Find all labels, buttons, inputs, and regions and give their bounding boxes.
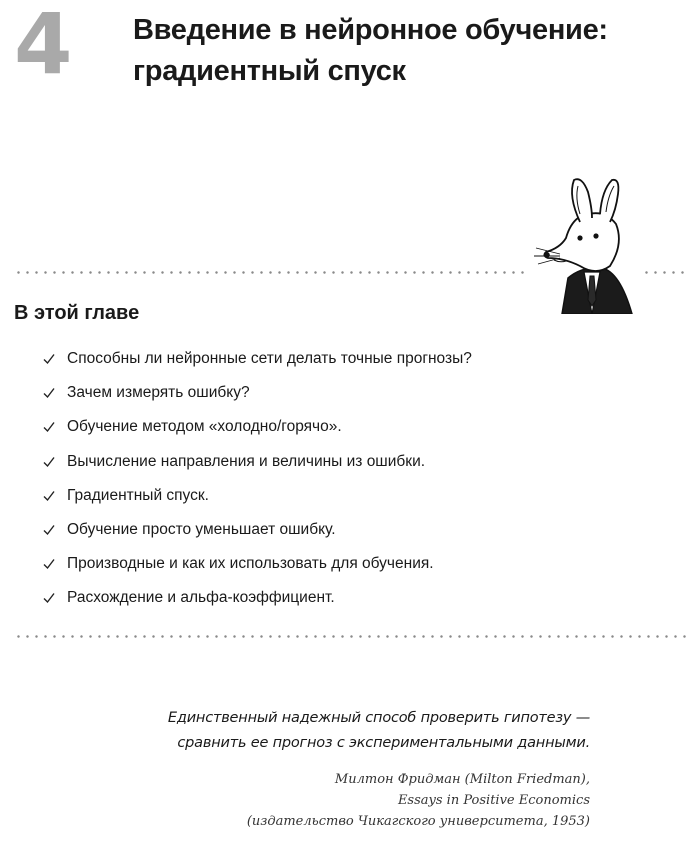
- check-icon: [42, 455, 56, 469]
- topic-text: Градиентный спуск.: [67, 486, 209, 504]
- check-icon: [42, 523, 56, 537]
- check-icon: [42, 420, 56, 434]
- topic-item: [42, 547, 472, 581]
- topic-text: Производные и как их использовать для обучения.: [67, 555, 434, 573]
- topic-item: [42, 581, 472, 615]
- epigraph-quote-line-1: Единственный надежный способ проверить гипотезу —: [167, 710, 590, 726]
- check-icon: [42, 386, 56, 400]
- section-heading: В этой главе: [14, 302, 140, 324]
- dotted-divider-top-right: [642, 271, 687, 274]
- check-icon: [42, 489, 56, 503]
- chapter-title: [133, 10, 673, 92]
- topic-item: [42, 445, 472, 479]
- topic-item: [42, 376, 472, 410]
- topic-item: [42, 342, 472, 376]
- dotted-divider-top: [14, 271, 524, 274]
- topic-text: Вычисление направления и величины из ошибки.: [67, 452, 426, 470]
- check-icon: [42, 557, 56, 571]
- epigraph-author: Милтон Фридман (Milton Friedman),: [334, 772, 590, 787]
- dotted-divider-bottom: [14, 635, 687, 638]
- check-icon: [42, 591, 56, 605]
- chapter-title-line-2: градиентный спуск: [133, 55, 406, 87]
- chapter-number: 4: [14, 0, 73, 93]
- chapter-title-line-1: Введение в нейронное обучение:: [133, 14, 608, 46]
- check-icon: [42, 352, 56, 366]
- mouse-in-suit-illustration: [520, 172, 640, 314]
- epigraph-quote-line-2: сравнить ее прогноз с экспериментальными данными.: [177, 735, 590, 751]
- epigraph-attribution: [100, 769, 590, 832]
- topic-text: Расхождение и альфа-коэффициент.: [67, 589, 335, 607]
- topic-text: Способны ли нейронные сети делать точные прогнозы?: [67, 350, 472, 368]
- epigraph-publisher: (издательство Чикагского университета, 1953): [246, 814, 590, 829]
- topic-text: Зачем измерять ошибку?: [67, 384, 250, 402]
- epigraph: [100, 706, 590, 832]
- topic-item: [42, 513, 472, 547]
- topic-text: Обучение методом «холодно/горячо».: [67, 418, 342, 436]
- topic-item: [42, 410, 472, 444]
- epigraph-book: Essays in Positive Economics: [397, 793, 590, 808]
- topic-text: Обучение просто уменьшает ошибку.: [67, 521, 336, 539]
- topic-item: [42, 479, 472, 513]
- chapter-topics-list: [42, 342, 472, 616]
